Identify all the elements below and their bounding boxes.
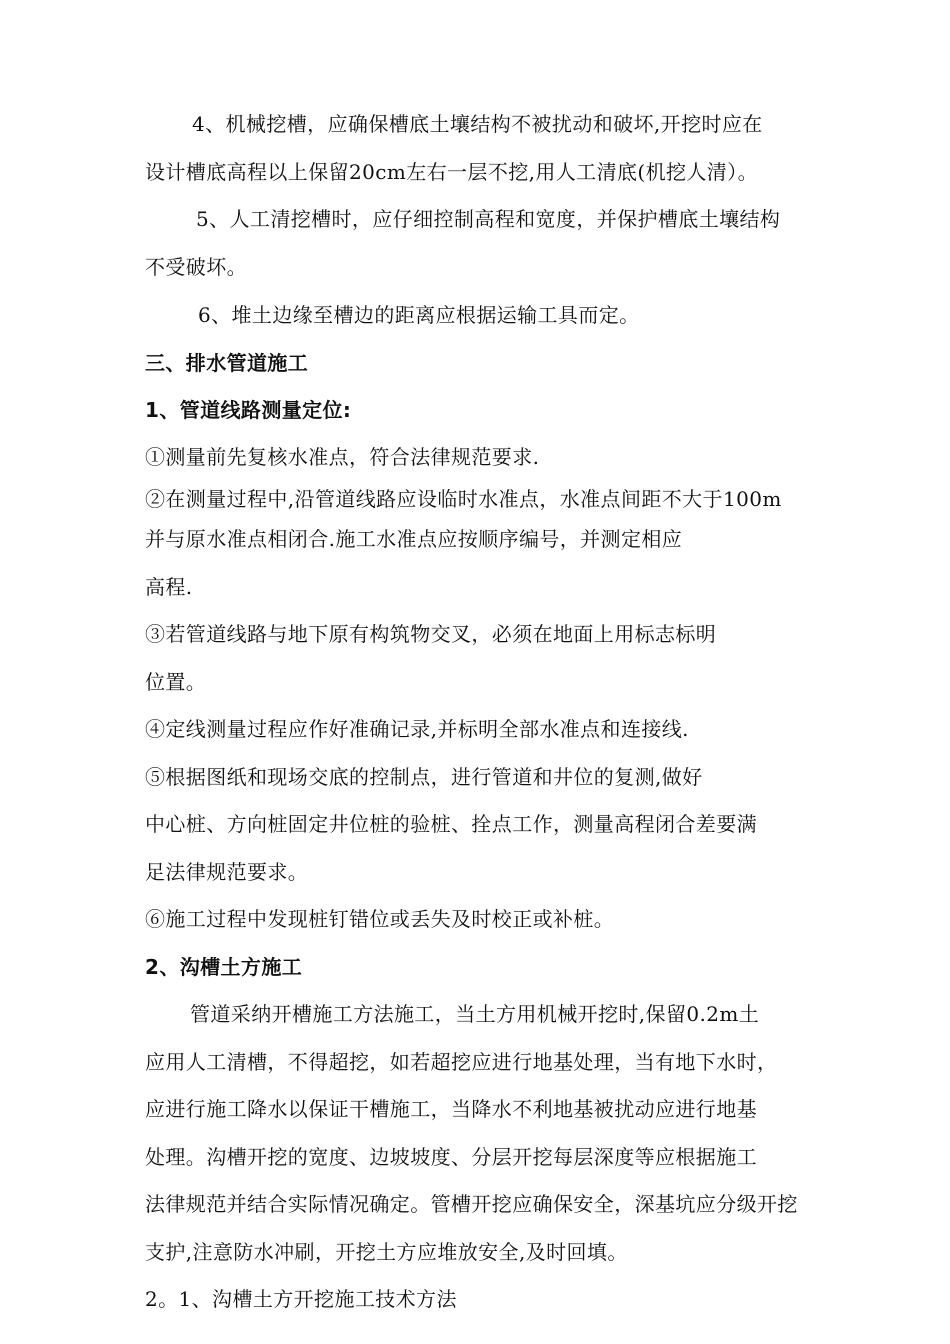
paragraph-line: 设计槽底高程以上保留20cm左右一层不挖,用人工清底(机挖人清）。 [145, 160, 758, 184]
paragraph-line: 中心桩、方向桩固定井位桩的验桩、拴点工作，测量高程闭合差要满 [145, 812, 757, 836]
subsection-heading: 2、沟槽土方施工 [145, 955, 303, 979]
paragraph-line: 位置。 [145, 670, 207, 694]
paragraph-line: 不受破坏。 [145, 255, 247, 279]
list-item: ⑥施工过程中发现桩钉错位或丢失及时校正或补桩。 [145, 907, 615, 931]
paragraph-line: 5、人工清挖槽时，应仔细控制高程和宽度，并保护槽底土壤结构 [196, 207, 781, 231]
subsection-heading: 1、管道线路测量定位: [145, 398, 352, 422]
paragraph-line: 处理。沟槽开挖的宽度、边坡坡度、分层开挖每层深度等应根据施工 [145, 1145, 757, 1169]
paragraph-line: 6、堆土边缘至槽边的距离应根据运输工具而定。 [198, 303, 640, 327]
list-item: ②在测量过程中,沿管道线路应设临时水准点，水准点间距不大于100m [145, 487, 782, 511]
paragraph-line: 法律规范并结合实际情况确定。管槽开挖应确保安全，深基坑应分级开挖 [145, 1192, 798, 1216]
paragraph-line: 管道采纳开槽施工方法施工，当土方用机械开挖时,保留0.2m土 [190, 1002, 760, 1026]
paragraph-line: 足法律规范要求。 [145, 860, 309, 884]
paragraph-line: 2。1、沟槽土方开挖施工技术方法 [145, 1287, 457, 1311]
paragraph-line: 支护,注意防水冲刷，开挖土方应堆放安全,及时回填。 [145, 1240, 628, 1264]
list-item: ⑤根据图纸和现场交底的控制点，进行管道和井位的复测,做好 [145, 765, 703, 789]
list-item: ③若管道线路与地下原有构筑物交叉，必须在地面上用标志标明 [145, 622, 717, 646]
section-heading: 三、排水管道施工 [145, 351, 309, 375]
paragraph-line: 应用人工清槽，不得超挖，如若超挖应进行地基处理，当有地下水时， [145, 1050, 778, 1074]
list-item: ④定线测量过程应作好准确记录,并标明全部水准点和连接线. [145, 717, 689, 741]
paragraph-line: 应进行施工降水以保证干槽施工，当降水不利地基被扰动应进行地基 [145, 1097, 757, 1121]
list-item: ①测量前先复核水准点，符合法律规范要求. [145, 445, 540, 469]
paragraph-line: 并与原水准点相闭合.施工水准点应按顺序编号，并测定相应 [145, 527, 683, 551]
paragraph-line: 高程. [145, 575, 193, 599]
paragraph-line: 4、机械挖槽，应确保槽底土壤结构不被扰动和破坏,开挖时应在 [192, 112, 763, 136]
